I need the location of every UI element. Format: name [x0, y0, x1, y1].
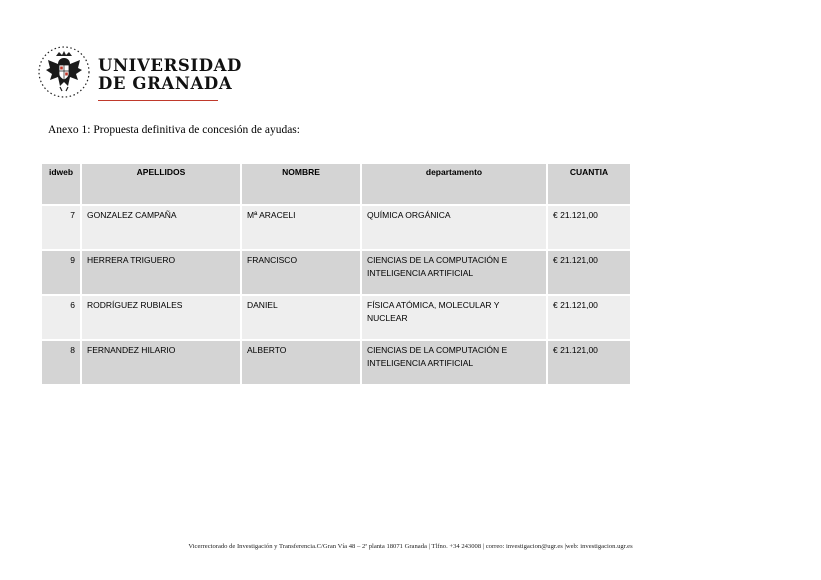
- university-name-line2: DE GRANADA: [98, 74, 233, 93]
- table-row: [42, 341, 630, 384]
- logo-underline: [98, 100, 218, 101]
- cell-idweb: 7: [42, 206, 80, 249]
- table-header-row: [42, 164, 630, 204]
- cell-cuantia: € 21.121,00: [548, 206, 630, 249]
- cell-nombre: FRANCISCO: [242, 251, 360, 294]
- university-name-line1: UNIVERSIDAD: [98, 56, 242, 75]
- cell-apellidos: FERNANDEZ HILARIO: [82, 341, 240, 384]
- table-row: [42, 206, 630, 249]
- cell-departamento: QUÍMICA ORGÁNICA: [362, 206, 546, 249]
- header-apellidos: APELLIDOS: [82, 164, 240, 204]
- cell-nombre: Mª ARACELI: [242, 206, 360, 249]
- page-footer: Vicerrectorado de Investigación y Transferencia.C/Gran Vía 48 – 2ª planta 18071 Granada | Tlfno. +34 243008 | correo: investigacion@ugr.es |web: investigacion.ugr.es: [188, 543, 633, 550]
- university-coat-of-arms-icon: [36, 44, 92, 100]
- cell-cuantia: € 21.121,00: [548, 341, 630, 384]
- cell-cuantia: € 21.121,00: [548, 251, 630, 294]
- header-idweb: idweb: [42, 164, 80, 204]
- header-departamento: departamento: [362, 164, 546, 204]
- cell-nombre: DANIEL: [242, 296, 360, 339]
- cell-idweb: 6: [42, 296, 80, 339]
- cell-departamento: FÍSICA ATÓMICA, MOLECULAR Y NUCLEAR: [362, 296, 546, 339]
- cell-departamento: CIENCIAS DE LA COMPUTACIÓN E INTELIGENCIA ARTIFICIAL: [362, 251, 546, 294]
- cell-cuantia: € 21.121,00: [548, 296, 630, 339]
- cell-idweb: 8: [42, 341, 80, 384]
- cell-nombre: ALBERTO: [242, 341, 360, 384]
- cell-apellidos: RODRÍGUEZ RUBIALES: [82, 296, 240, 339]
- header-cuantia: CUANTIA: [548, 164, 630, 204]
- grants-table: [40, 162, 632, 386]
- table-row: [42, 251, 630, 294]
- cell-apellidos: GONZALEZ CAMPAÑA: [82, 206, 240, 249]
- university-logo: [36, 44, 242, 104]
- header-nombre: NOMBRE: [242, 164, 360, 204]
- cell-departamento: CIENCIAS DE LA COMPUTACIÓN E INTELIGENCIA ARTIFICIAL: [362, 341, 546, 384]
- annex-intro: Anexo 1: Propuesta definitiva de concesión de ayudas:: [48, 124, 300, 136]
- university-name: [98, 57, 242, 93]
- cell-apellidos: HERRERA TRIGUERO: [82, 251, 240, 294]
- cell-idweb: 9: [42, 251, 80, 294]
- table-row: [42, 296, 630, 339]
